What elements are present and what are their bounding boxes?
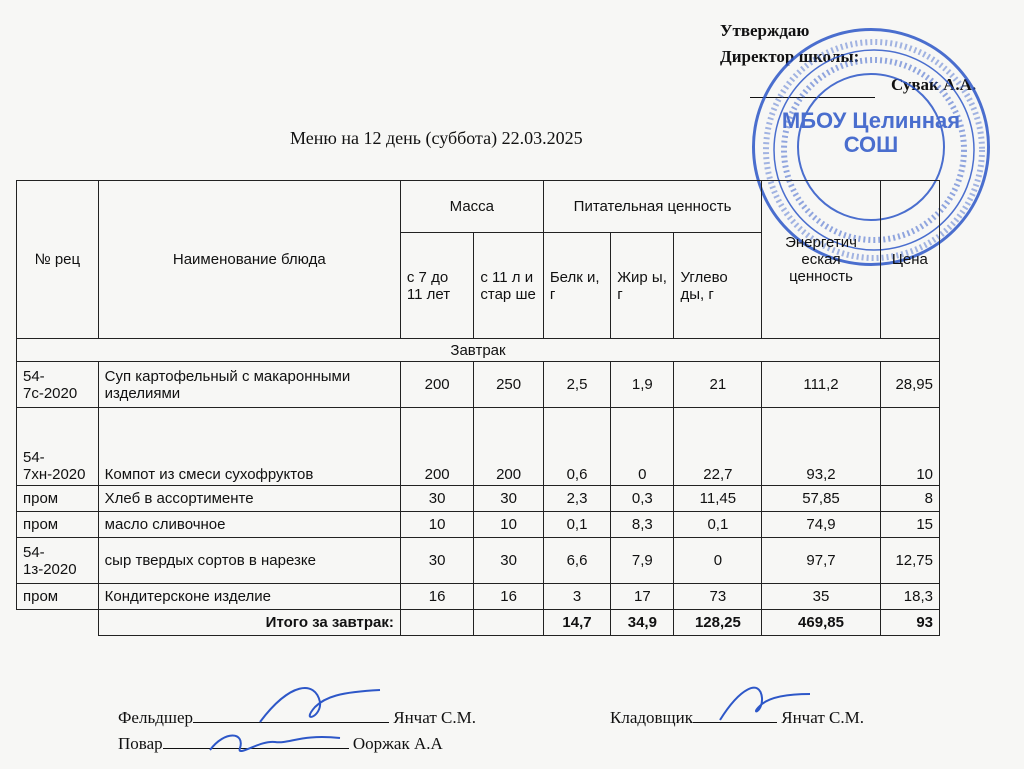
table-row [17, 408, 940, 486]
total-energy: 469,85 [762, 610, 880, 636]
medic-name: Янчат С.М. [393, 708, 476, 727]
total-mass-7-11 [400, 610, 474, 636]
cell-protein: 2,5 [543, 362, 610, 408]
cell-name: Компот из смеси сухофруктов [98, 408, 400, 486]
approval-line-2: Директор школы: [720, 47, 860, 66]
cell-protein: 0,6 [543, 408, 610, 486]
cell-mass-11-plus: 200 [474, 408, 543, 486]
page-title: Меню на 12 день (суббота) 22.03.2025 [290, 128, 583, 148]
table-row [17, 584, 940, 610]
total-label: Итого за завтрак: [98, 610, 400, 636]
medic-role: Фельдшер [118, 708, 193, 727]
cell-energy: 97,7 [762, 538, 880, 584]
cell-name: Кондитерсконе изделие [98, 584, 400, 610]
cell-mass-7-11: 10 [400, 512, 474, 538]
cell-mass-7-11: 200 [400, 408, 474, 486]
header-fats: Жир ы, г [611, 233, 674, 339]
table-row [17, 512, 940, 538]
cook-role: Повар [118, 734, 163, 753]
cell-fat: 0,3 [611, 486, 674, 512]
cell-mass-11-plus: 10 [474, 512, 543, 538]
cell-rec: пром [17, 512, 99, 538]
cell-mass-7-11: 30 [400, 538, 474, 584]
cell-mass-11-plus: 16 [474, 584, 543, 610]
cell-energy: 57,85 [762, 486, 880, 512]
signature-line [750, 79, 875, 98]
cell-protein: 6,6 [543, 538, 610, 584]
cell-mass-11-plus: 250 [474, 362, 543, 408]
cell-rec: пром [17, 486, 99, 512]
cell-carb: 22,7 [674, 408, 762, 486]
approval-signer: Сувак А.А. [891, 75, 977, 94]
cell-carb: 0 [674, 538, 762, 584]
cell-mass-11-plus: 30 [474, 538, 543, 584]
cell-fat: 7,9 [611, 538, 674, 584]
signature-storekeeper [610, 706, 864, 728]
cell-energy: 93,2 [762, 408, 880, 486]
cell-carb: 11,45 [674, 486, 762, 512]
cell-carb: 21 [674, 362, 762, 408]
cell-protein: 2,3 [543, 486, 610, 512]
signature-cook [118, 732, 443, 754]
header-proteins: Белк и, г [543, 233, 610, 339]
cell-energy: 74,9 [762, 512, 880, 538]
cell-protein: 3 [543, 584, 610, 610]
header-mass-7-11: с 7 до 11 лет [400, 233, 474, 339]
medic-sign-line [193, 706, 389, 723]
table-row [17, 486, 940, 512]
table-row [17, 538, 940, 584]
cell-name: Суп картофельный с макаронными изделиями [98, 362, 400, 408]
menu-table [16, 180, 940, 636]
total-row [17, 610, 940, 636]
total-blank [17, 610, 99, 636]
cell-fat: 1,9 [611, 362, 674, 408]
cell-name: масло сливочное [98, 512, 400, 538]
header-carbs: Углево ды, г [674, 233, 762, 339]
cell-carb: 73 [674, 584, 762, 610]
cell-mass-7-11: 16 [400, 584, 474, 610]
cook-name: Ооржак А.А [352, 734, 443, 753]
cell-price: 18,3 [880, 584, 939, 610]
total-protein: 14,7 [543, 610, 610, 636]
cell-rec: 54-1з-2020 [17, 538, 99, 584]
table-row [17, 362, 940, 408]
header-nutrition: Питательная ценность [543, 181, 761, 233]
cell-fat: 0 [611, 408, 674, 486]
approval-line-1: Утверждаю [720, 21, 810, 40]
cell-energy: 111,2 [762, 362, 880, 408]
section-row [17, 339, 940, 362]
total-price: 93 [880, 610, 939, 636]
cell-price: 8 [880, 486, 939, 512]
cell-price: 10 [880, 408, 939, 486]
cell-price: 12,75 [880, 538, 939, 584]
total-fat: 34,9 [611, 610, 674, 636]
cell-fat: 17 [611, 584, 674, 610]
cell-rec: пром [17, 584, 99, 610]
cell-name: сыр твердых сортов в нарезке [98, 538, 400, 584]
header-price: Цена [880, 181, 939, 339]
cell-name: Хлеб в ассортименте [98, 486, 400, 512]
cell-fat: 8,3 [611, 512, 674, 538]
header-rec-no: № рец [17, 181, 99, 339]
cell-price: 15 [880, 512, 939, 538]
cell-protein: 0,1 [543, 512, 610, 538]
cell-rec: 54-7хн-2020 [17, 408, 99, 486]
header-energy: Энергетич еская ценность [762, 181, 880, 339]
storekeeper-role: Кладовщик [610, 708, 693, 727]
cell-price: 28,95 [880, 362, 939, 408]
approval-signature [750, 72, 976, 98]
cell-rec: 54-7с-2020 [17, 362, 99, 408]
total-mass-11-plus [474, 610, 543, 636]
cell-mass-7-11: 30 [400, 486, 474, 512]
storekeeper-sign-line [693, 706, 777, 723]
cook-sign-line [163, 732, 349, 749]
cell-carb: 0,1 [674, 512, 762, 538]
header-mass-11-plus: с 11 л и стар ше [474, 233, 543, 339]
section-label: Завтрак [17, 339, 940, 362]
signature-medic [118, 706, 476, 728]
cell-mass-7-11: 200 [400, 362, 474, 408]
header-mass: Масса [400, 181, 543, 233]
cell-mass-11-plus: 30 [474, 486, 543, 512]
total-carb: 128,25 [674, 610, 762, 636]
approval-block [720, 18, 977, 94]
storekeeper-name: Янчат С.М. [781, 708, 864, 727]
header-dish-name: Наименование блюда [98, 181, 400, 339]
cell-energy: 35 [762, 584, 880, 610]
stamp-center-text: МБОУ Целинная СОШ [781, 108, 961, 157]
